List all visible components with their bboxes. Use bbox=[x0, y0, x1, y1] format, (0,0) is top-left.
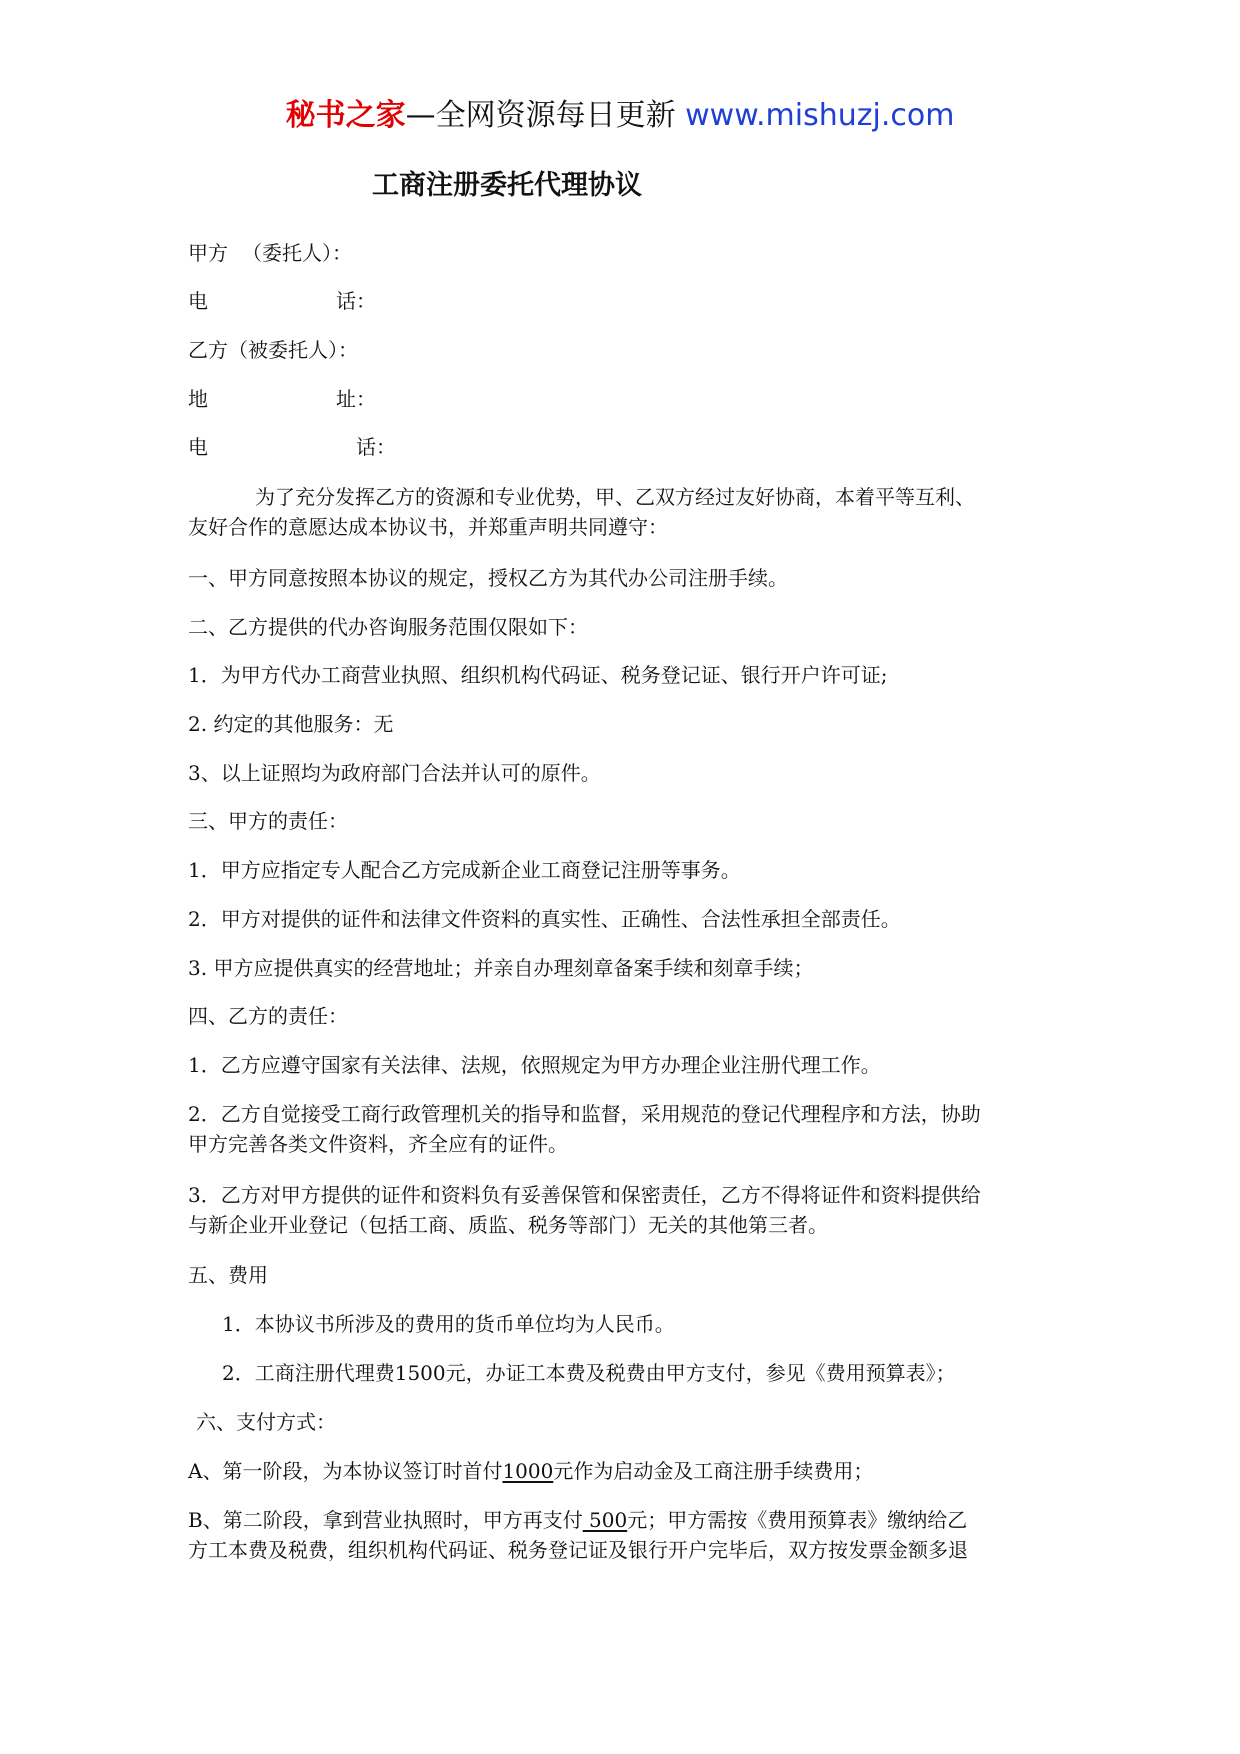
item-a-amount: 1000 bbox=[502, 1459, 554, 1483]
section-3-heading: 三、甲方的责任： bbox=[188, 809, 348, 833]
party-b-address-line bbox=[188, 386, 376, 412]
party-b-line: 乙方（被委托人）： bbox=[188, 338, 358, 362]
phone-a-label-right: 话： bbox=[336, 289, 376, 313]
address-label-left: 地 bbox=[188, 387, 208, 411]
section-3-item-2: 2．甲方对提供的证件和法律文件资料的真实性、正确性、合法性承担全部责任。 bbox=[188, 907, 901, 931]
section-2-item-1: 1．为甲方代办工商营业执照、组织机构代码证、税务登记证、银行开户许可证; bbox=[188, 663, 888, 687]
party-a-phone-line bbox=[188, 288, 376, 314]
section-5-item-2: 2．工商注册代理费1500元，办证工本费及税费由甲方支付，参见《费用预算表》； bbox=[222, 1361, 956, 1385]
site-brand: 秘书之家 bbox=[285, 98, 406, 133]
party-a-label: 甲方 bbox=[188, 241, 228, 265]
address-label-right: 址： bbox=[336, 387, 376, 411]
party-a-role: （委托人）： bbox=[242, 241, 352, 265]
party-a-line bbox=[188, 240, 352, 266]
section-4-item-3-line-2: 与新企业开业登记（包括工商、质监、税务等部门）无关的其他第三者。 bbox=[188, 1213, 828, 1237]
section-1: 一、甲方同意按照本协议的规定，授权乙方为其代办公司注册手续。 bbox=[188, 566, 788, 590]
section-6-item-b-line-2: 方工本费及税费，组织机构代码证、税务登记证及银行开户完毕后，双方按发票金额多退 bbox=[188, 1538, 968, 1562]
section-4-item-2-line-1: 2．乙方自觉接受工商行政管理机关的指导和监督，采用规范的登记代理程序和方法，协助 bbox=[188, 1102, 981, 1126]
site-slogan: —全网资源每日更新 bbox=[405, 98, 686, 133]
item-a-text: A、第一阶段，为本协议签订时首付 bbox=[188, 1459, 503, 1483]
section-3-item-3: 3. 甲方应提供真实的经营地址；并亲自办理刻章备案手续和刻章手续； bbox=[188, 956, 814, 980]
phone-b-label-left: 电 bbox=[188, 435, 208, 459]
item-b-amount: 500 bbox=[582, 1508, 628, 1532]
site-url-link[interactable]: www.mishuzj.com bbox=[685, 98, 955, 133]
section-4-heading: 四、乙方的责任： bbox=[188, 1004, 348, 1028]
item-b-text: B、第二阶段，拿到营业执照时，甲方再支付 bbox=[188, 1508, 583, 1532]
section-6-heading: 六、支付方式： bbox=[196, 1410, 336, 1434]
site-header bbox=[0, 96, 1240, 136]
section-5-item-1: 1．本协议书所涉及的费用的货币单位均为人民币。 bbox=[222, 1312, 675, 1336]
section-4-item-3-line-1: 3．乙方对甲方提供的证件和资料负有妥善保管和保密责任，乙方不得将证件和资料提供给 bbox=[188, 1183, 981, 1207]
section-2-item-2: 2. 约定的其他服务：无 bbox=[188, 712, 394, 736]
section-6-item-a bbox=[188, 1458, 873, 1484]
section-6-item-b-line-1 bbox=[188, 1507, 967, 1533]
phone-a-label-left: 电 bbox=[188, 289, 208, 313]
section-2-item-3: 3、以上证照均为政府部门合法并认可的原件。 bbox=[188, 761, 601, 785]
intro-paragraph-line-1: 为了充分发挥乙方的资源和专业优势，甲、乙双方经过友好协商，本着平等互利、 bbox=[255, 485, 975, 509]
section-5-heading: 五、费用 bbox=[188, 1263, 268, 1287]
phone-b-label-right: 话： bbox=[356, 435, 396, 459]
party-b-phone-line bbox=[188, 434, 396, 460]
section-4-item-1: 1．乙方应遵守国家有关法律、法规，依照规定为甲方办理企业注册代理工作。 bbox=[188, 1053, 881, 1077]
intro-paragraph-line-2: 友好合作的意愿达成本协议书，并郑重声明共同遵守： bbox=[188, 515, 668, 539]
item-b-text-end: 元；甲方需按《费用预算表》缴纳给乙 bbox=[627, 1508, 968, 1532]
section-3-item-1: 1．甲方应指定专人配合乙方完成新企业工商登记注册等事务。 bbox=[188, 858, 741, 882]
document-title: 工商注册委托代理协议 bbox=[372, 170, 642, 201]
item-a-text-end: 元作为启动金及工商注册手续费用； bbox=[553, 1459, 874, 1483]
section-2-heading: 二、乙方提供的代办咨询服务范围仅限如下： bbox=[188, 615, 588, 639]
section-4-item-2-line-2: 甲方完善各类文件资料，齐全应有的证件。 bbox=[188, 1132, 568, 1156]
